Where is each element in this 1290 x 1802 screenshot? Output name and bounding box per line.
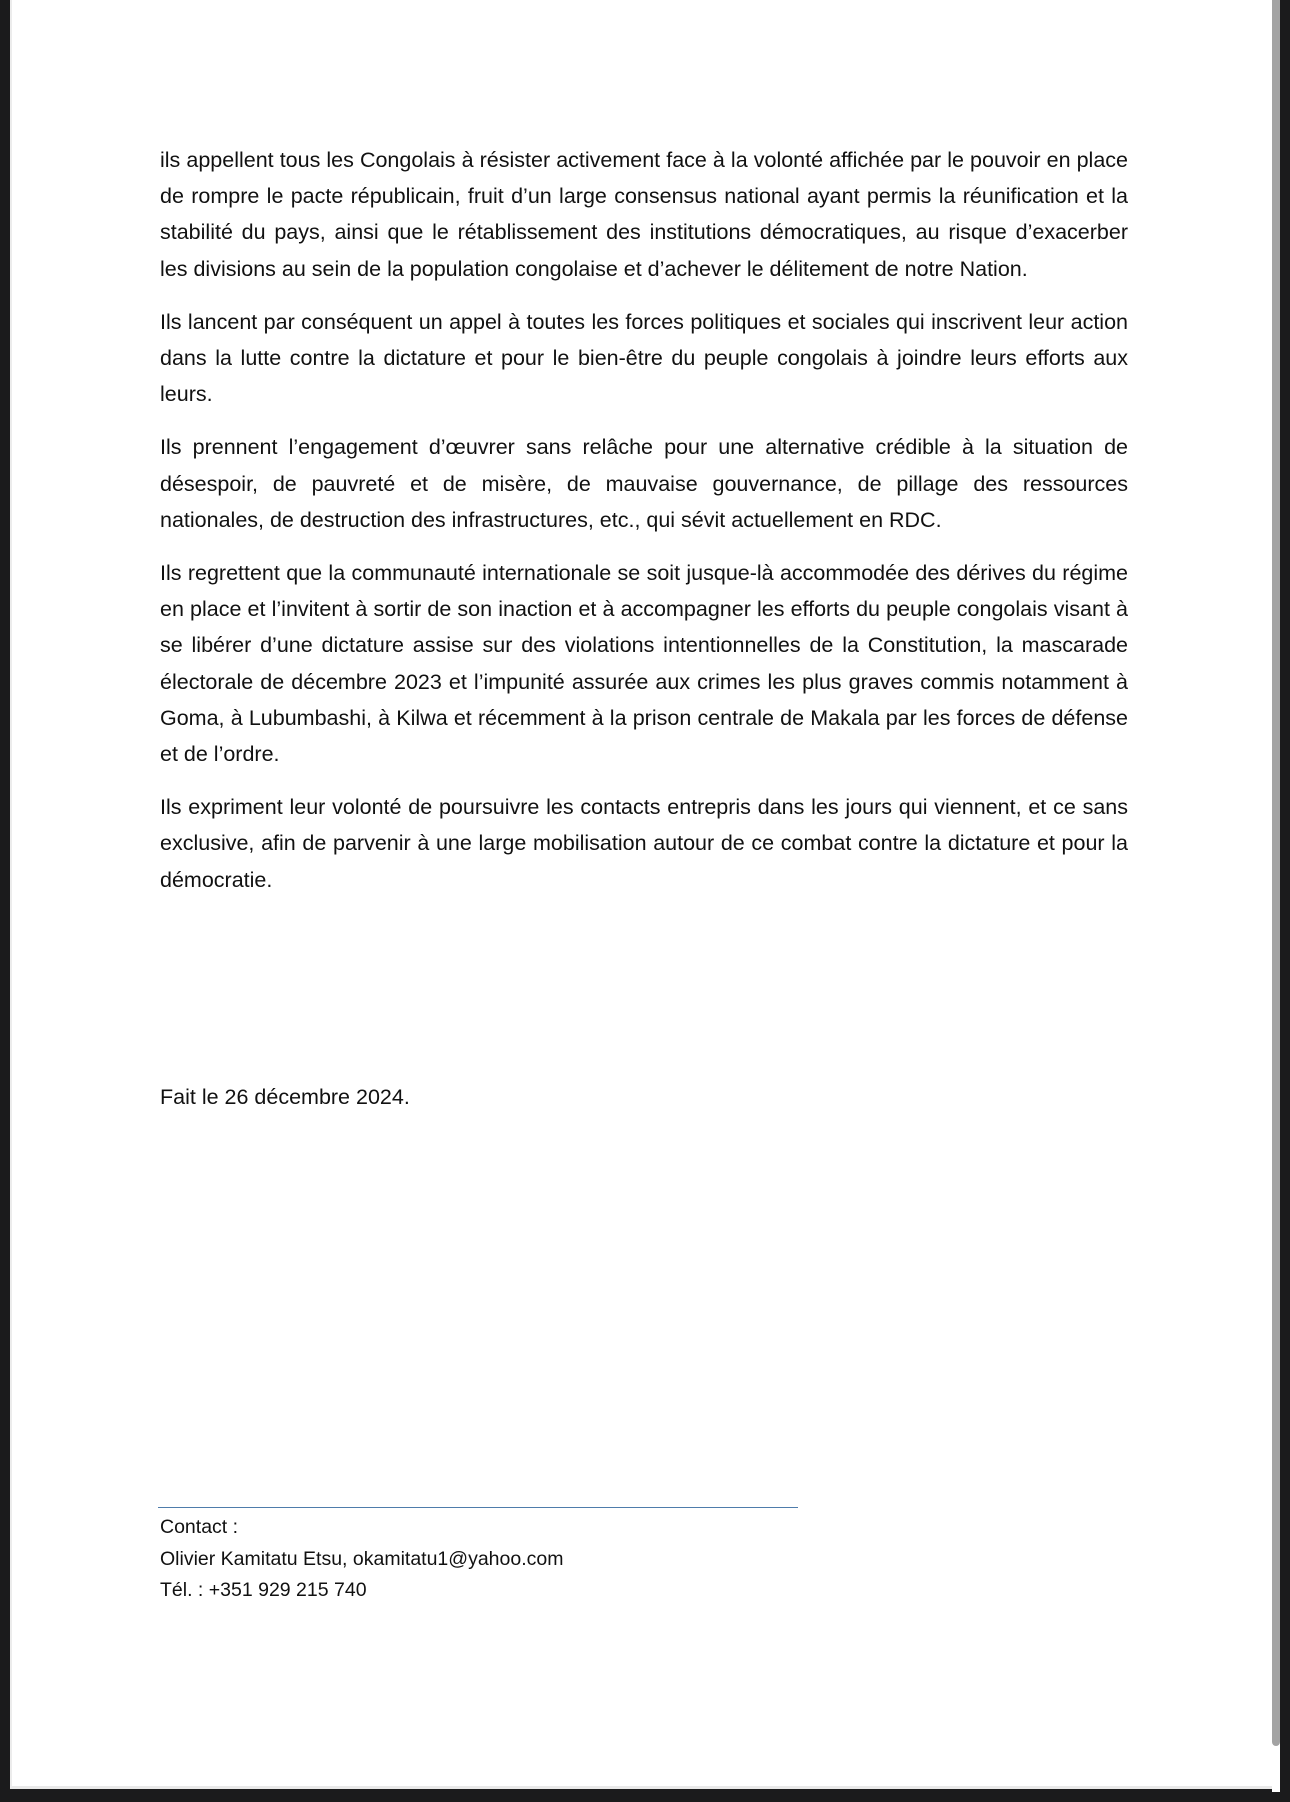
date-signature-line: Fait le 26 décembre 2024. — [160, 1085, 410, 1109]
document-body — [160, 142, 1128, 915]
paragraph-appeal-forces: Ils lancent par conséquent un appel à toutes les forces politiques et sociales qui inscrivent leur action dans la lutte contre la dictature et pour le bien-être du peuple congolais à joindre leurs efforts aux leurs. — [160, 309, 1128, 407]
footnote-divider — [158, 1507, 798, 1508]
contact-label: Contact : — [160, 1516, 239, 1538]
scrollbar-thumb[interactable] — [1272, 0, 1280, 1746]
paragraph-international-community: Ils regrettent que la communauté internationale se soit jusque-là accommodée des dérives du régime en place et l’invitent à sortir de son inaction et à accompagner les efforts du peuple congolais visant à se libérer d’une dictature assise sur des violations intentionnelles de la Constitution, la mascarade électorale de décembre 2023 et l’impunité assurée aux crimes les plus graves commis notamment à Goma, à Lubumbashi, à Kilwa et récemment à la prison centrale de Makala par les forces de défense et de l’ordre. — [160, 561, 1128, 767]
paragraph-mobilisation: Ils expriment leur volonté de poursuivre les contacts entrepris dans les jours qui viennent, et ce sans exclusive, afin de parvenir à une large mobilisation autour de ce combat contre la dictature et pour la démocratie. — [160, 795, 1128, 892]
contact-phone: Tél. : +351 929 215 740 — [160, 1579, 367, 1601]
contact-block — [160, 1512, 563, 1607]
contact-name-email: Olivier Kamitatu Etsu, okamitatu1@yahoo.com — [160, 1547, 564, 1570]
paragraph-resistance-call: ils appellent tous les Congolais à résister activement face à la volonté affichée par le pouvoir en place de rompre le pacte républicain, fruit d’un large consensus national ayant permis la réunification et la stabilité du pays, ainsi que le rétablissement des institutions démocratiques, au risque d’exacerber les divisions au sein de la population congolaise et d’achever le délitement de notre Nation. — [160, 148, 1128, 281]
vertical-scrollbar[interactable] — [1272, 0, 1280, 1792]
paragraph-engagement: Ils prennent l’engagement d’œuvrer sans relâche pour une alternative crédible à la situation de désespoir, de pauvreté et de misère, de mauvaise gouvernance, de pillage des ressources nationales, de destruction des infrastructures, etc., qui sévit actuellement en RDC. — [160, 435, 1128, 532]
